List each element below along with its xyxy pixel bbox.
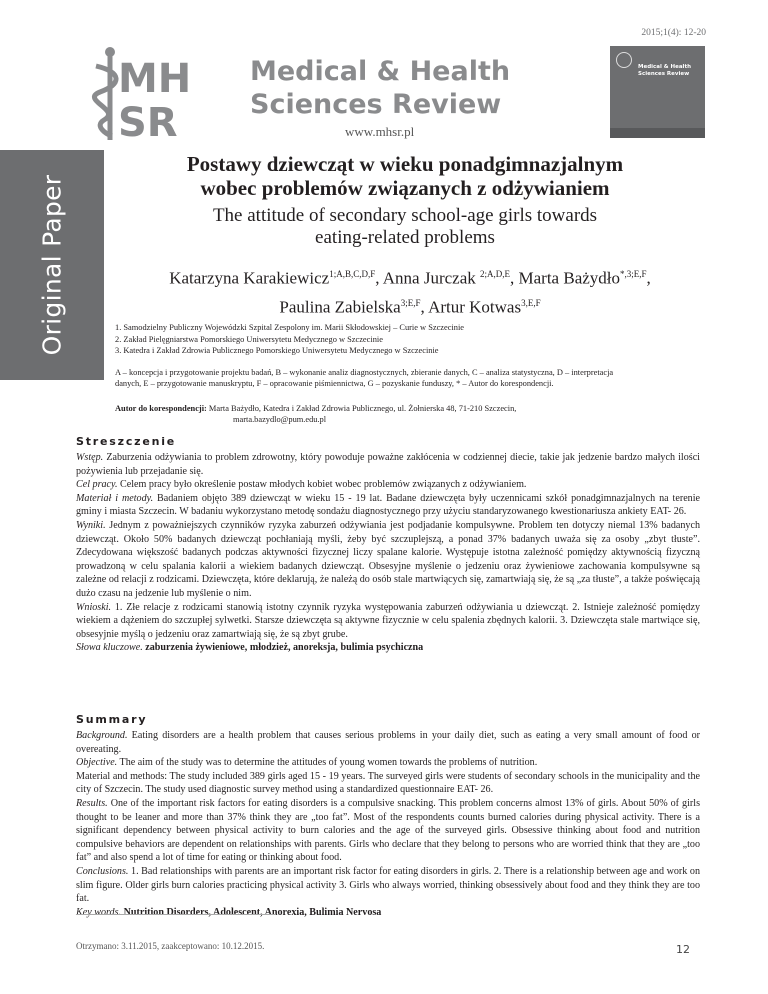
author-name: Artur Kotwas: [428, 297, 522, 317]
abstract-paragraph: Wnioski. 1. Złe relacje z rodzicami stanowią istotny czynnik ryzyka występowania zaburzeń odżywiania u dziewcząt. 2. Istnieje zależność pomiędzy wiekiem a dążeniem do szczupłej sylwetki. Starsze dziewczęta są aktywne fizycznie w celu spalenia zbędnych kalorii. 3. Dziewczęta stale martwiące się, obsesyjnie myślą o jedzeniu oraz zamartwiają się, że są zbyt grube.: [76, 601, 700, 640]
page-number: 12: [676, 943, 690, 956]
author-roles-legend: A – koncepcja i przygotowanie projektu badań, B – wykonanie analiz diagnostycznych, zbieranie danych, C – analiza statystyczna, D – interpretacja danych, E – przygotowanie manuskryptu, F – opracowanie piśmiennictwa, G – pozyskanie funduszy, * – Autor do korespondencji.: [115, 368, 614, 388]
abstract-heading-en: Summary: [76, 713, 148, 726]
author-name: Anna Jurczak: [382, 268, 481, 288]
affiliation-list: [115, 322, 705, 357]
abstract-heading-pl: Streszczenie: [76, 435, 177, 448]
abstract-paragraph: Background. Eating disorders are a health problem that causes serious problems in your daily diet, such as eating a very small amount of food or overeating.: [76, 730, 700, 755]
affiliation-item: 1. Samodzielny Publiczny Wojewódzki Szpital Zespolony im. Marii Skłodowskiej – Curie w Szczecinie: [115, 323, 465, 332]
keywords-en: Key words. Nutrition Disorders, Adolescent, Anorexia, Bulimia Nervosa: [76, 906, 382, 918]
correspondence-label: Autor do korespondencji:: [115, 404, 207, 413]
author-affiliation-marker: 3;E,F: [400, 297, 421, 308]
abstract-paragraph: Conclusions. 1. Bad relationships with parents are an important risk factor for eating disorders in girls. 2. There is a relationship between age and work on slim figure. Older girls burn calories practicing physical activity 3. Girls who always worried, thinking obsessively about food and they think they are too fat.: [76, 865, 700, 905]
abstract-paragraph: Materiał i metody. Badaniem objęto 389 dziewcząt w wieku 15 - 19 lat. Badane dziewczęta były uczennicami szkół ponadgimnazjalnych na terenie gminy i miasta Szczecin. W badaniu wykorzystano metodę sondażu diagnostycznego przy użyciu standaryzowanego kwestionariusza ankiety EAT- 26.: [76, 492, 701, 518]
affiliation-item: 3. Katedra i Zakład Zdrowia Publicznego Pomorskiego Uniwersytetu Medycznego w Szczecinie: [115, 346, 439, 355]
author-name: Katarzyna Karakiewicz: [169, 268, 330, 288]
journal-name-line1: Medical & Health: [250, 56, 511, 87]
abstract-paragraph: Cel pracy. Celem pracy było określenie postaw młodych kobiet wobec problemów związanych z odżywianiem.: [76, 479, 527, 491]
journal-citation: 2015;1(4): 12-20: [641, 28, 706, 38]
footer-divider: [76, 914, 276, 915]
title-english: The attitude of secondary school-age girls towards eating-related problems: [212, 205, 598, 248]
svg-text:MH: MH: [118, 56, 192, 102]
received-dates: Otrzymano: 3.11.2015, zaakceptowano: 10.12.2015.: [76, 941, 265, 951]
journal-name-line2: Sciences Review: [250, 89, 502, 120]
cover-logo-icon: [616, 52, 632, 68]
affiliation-item: 2. Zakład Pielęgniarstwa Pomorskiego Uniwersytetu Medycznego w Szczecinie: [115, 334, 383, 344]
author-affiliation-marker: 3,E,F: [521, 297, 541, 308]
cover-footer-band: [610, 128, 705, 138]
abstract-en: [76, 729, 700, 919]
author-list: Katarzyna Karakiewicz$^{1;A,B,C,D,F}$, Anna Jurczak $^{2;A,D,E}$, Marta Bażydło$^{*,3;E,F}$, Paulina Zabielska$^{3;E,F}$, Artur Kotwas$^{3,E,F}$: [169, 268, 651, 317]
journal-cover-thumbnail: [610, 46, 705, 138]
correspondence-email: marta.bazydlo@pum.edu.pl: [233, 415, 327, 424]
correspondence-address: Marta Bażydło, Katedra i Zakład Zdrowia Publicznego, ul. Żołnierska 48, 71-210 Szczecin,: [206, 404, 517, 413]
journal-url: www.mhsr.pl: [345, 124, 415, 139]
abstract-paragraph: Wyniki. Jednym z poważniejszych czynników ryzyka zaburzeń odżywiania jest podjadanie kompulsywne. Problem ten dotyczy niemal 13% badanych dziewcząt. Około 50% badanych dziewcząt pochłaniają myśli, żeby być szczuplejszą, a ponad 37% badanych uważa się za osoby „zbyt tłuste”. Zdecydowana większość badanych podczas aktywności fizycznej liczy spalane kalorie. Występuje istotna zależność pomiędzy aktywnością fizyczną prowadzoną w celu spalania kalorii a wiekiem badanych dziewcząt. Obsesyjne myślenie o jedzeniu oraz żywieniowe zachowania kompulsywne są zależne od relacji z rodzicami. Dziewczęta, które deklarują, że należą do osób stale martwiących się, zamartwiają się, że są „za tłuste”, a także poświęcają dużo czasu na jedzenie lub myślenie o nim.: [76, 519, 700, 599]
abstract-paragraph: Results. One of the important risk factors for eating disorders is a compulsive snacking. This problem concerns almost 13% of girls. About 50% of girls thought to be leaner and more than 37% think they are „too fat”. Most of the respondents counts burned calories during physical activity. There is a significant dependency between physical activity to burn calories and the age of the surveyed girls. Obsessive thinking about food and nutrition compulsive behaviors are dependent on relationships with parents. Girls who declare that they belong to persons who are worried think that they are „too fat” and also spend a lot of time for eating or thinking about food.: [76, 797, 700, 864]
abstract-paragraph: Objective. The aim of the study was to determine the attitudes of young women towards the problems of nutrition.: [76, 757, 538, 769]
article-type-sidebar: [0, 150, 104, 380]
journal-name: [250, 55, 510, 121]
abstract-paragraph: Wstęp. Zaburzenia odżywiania to problem zdrowotny, który powoduje poważne zakłócenia w codziennej diecie, takie jak jedzenie bardzo małych ilości pożywienia lub przejadanie się.: [76, 452, 700, 477]
author-affiliation-marker: 1;A,B,C,D,F: [329, 269, 376, 279]
correspondence-block: [115, 403, 710, 425]
author-affiliation-marker: *,3;E,F: [620, 269, 647, 279]
author-affiliation-marker: 2;A,D,E: [480, 269, 511, 279]
title-polish: Postawy dziewcząt w wieku ponadgimnazjalnym wobec problemów związanych z odżywianiem: [186, 152, 624, 200]
abstract-pl: [76, 451, 700, 655]
article-type-label: Original Paper: [37, 174, 67, 356]
author-name: Paulina Zabielska: [279, 297, 401, 317]
svg-text:SR: SR: [118, 100, 178, 146]
cover-title: Medical & Health Sciences Review: [638, 64, 691, 77]
journal-logo-icon: [60, 44, 192, 146]
keywords-pl: Słowa kluczowe. zaburzenia żywieniowe, młodzież, anoreksja, bulimia psychiczna: [76, 642, 424, 654]
abstract-paragraph: Material and methods: The study included 389 girls aged 15 - 19 years. The surveyed girls were students of secondary schools in the municipality and the city of Szczecin. The study used diagnostic survey method using a standardized questionnaire EAT- 26.: [76, 770, 700, 796]
author-name: Marta Bażydło: [518, 268, 621, 288]
